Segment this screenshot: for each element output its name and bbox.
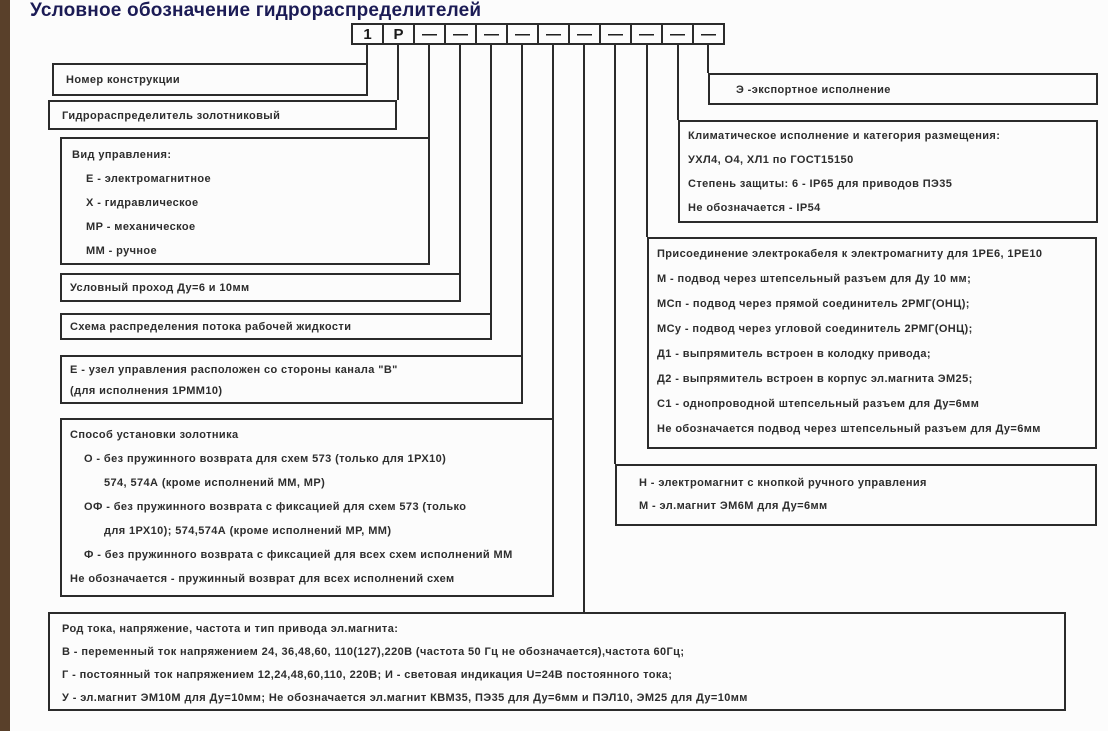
box-line: Ф - без пружинного возврата с фиксацией для всех схем исполнений ММ (84, 549, 513, 561)
box-line: для 1РХ10); 574,574А (кроме исполнений МР, ММ) (104, 525, 392, 537)
box-export-version (708, 73, 1098, 105)
box-control-unit-side (60, 355, 523, 404)
box-line: Способ установки золотника (70, 429, 239, 441)
code-cell-5: — (475, 23, 508, 45)
box-line: Не обозначается - IP54 (688, 202, 821, 214)
connector-cell-1 (366, 45, 368, 63)
box-climatic-version (678, 120, 1098, 223)
left-border-strip (0, 0, 10, 731)
code-cell-9: — (599, 23, 632, 45)
box-line: М - эл.магнит ЭМ6М для Ду=6мм (639, 500, 828, 512)
page-title: Условное обозначение гидрораспределителей (30, 0, 482, 21)
box-distributor-type (48, 100, 397, 130)
connector-cell-4 (459, 45, 461, 273)
designation-code-row (351, 23, 725, 45)
box-line: МСу - подвод через угловой соединитель 2РМГ(ОНЦ); (657, 323, 973, 335)
box-line: Д1 - выпрямитель встроен в колодку привода; (657, 348, 931, 360)
code-cell-3: — (413, 23, 446, 45)
box-line: Н - электромагнит с кнопкой ручного управления (639, 477, 927, 489)
box-line: УХЛ4, О4, ХЛ1 по ГОСТ15150 (688, 154, 854, 166)
code-cell-12: — (692, 23, 725, 45)
box-line: Климатическое исполнение и категория размещения: (688, 130, 1001, 142)
box-line: Е - узел управления расположен со стороны канала "В" (70, 364, 398, 376)
connector-cell-6 (521, 45, 523, 355)
box-line: С1 - однопроводной штепсельный разъем для Ду=6мм (657, 398, 980, 410)
box-line: Не обозначается подвод через штепсельный разъем для Ду=6мм (657, 423, 1041, 435)
box-control-type (60, 137, 430, 265)
box-line: МР - механическое (86, 221, 196, 233)
box-line: Вид управления: (72, 149, 172, 161)
box-line: Степень защиты: 6 - IP65 для приводов ПЭ35 (688, 178, 953, 190)
box-line: М - подвод через штепсельный разъем для Ду 10 мм; (657, 273, 972, 285)
box-flow-scheme (60, 313, 492, 340)
box-line: 574, 574А (кроме исполнений ММ, МР) (104, 477, 326, 489)
box-line: Е - электромагнитное (86, 173, 212, 185)
box-construction-number (52, 63, 368, 96)
box-current-type (48, 612, 1066, 711)
connector-cell-9 (614, 45, 616, 464)
connector-cell-11 (677, 45, 679, 120)
box-spool-installation (60, 418, 554, 597)
box-line: Х - гидравлическое (86, 197, 199, 209)
box-cable-connection (647, 237, 1097, 449)
code-cell-1: 1 (351, 23, 384, 45)
box-nominal-bore (60, 273, 461, 302)
code-cell-8: — (568, 23, 601, 45)
box-line: Условный проход Ду=6 и 10мм (70, 282, 250, 294)
connector-cell-10 (646, 45, 648, 237)
connector-cell-8 (583, 45, 585, 612)
box-line: Схема распределения потока рабочей жидкости (70, 321, 352, 333)
box-line: Д2 - выпрямитель встроен в корпус эл.магнита ЭМ25; (657, 373, 973, 385)
box-line: Род тока, напряжение, частота и тип привода эл.магнита: (62, 623, 399, 635)
box-line: (для исполнения 1РММ10) (70, 385, 223, 397)
box-line: Гидрораспределитель золотниковый (62, 110, 281, 122)
box-line: ОФ - без пружинного возврата с фиксацией для схем 573 (только (84, 501, 467, 513)
box-line: У - эл.магнит ЭМ10М для Ду=10мм; Не обозначается эл.магнит КВМ35, ПЭ35 для Ду=6мм и ПЭЛ10, ЭМ25 для Ду=10мм (62, 692, 748, 704)
code-cell-4: — (444, 23, 477, 45)
box-line: О - без пружинного возврата для схем 573 (только для 1РХ10) (84, 453, 447, 465)
code-cell-2: Р (382, 23, 415, 45)
box-magnet-button (615, 464, 1097, 526)
box-line: В - переменный ток напряжением 24, 36,48,60, 110(127),220В (частота 50 Гц не обозначается),частота 60Гц; (62, 646, 685, 658)
box-line: Г - постоянный ток напряжением 12,24,48,60,110, 220В; И - световая индикация U=24В постоянного тока; (62, 669, 673, 681)
connector-cell-2 (397, 45, 399, 100)
box-line: Э -экспортное исполнение (736, 84, 891, 96)
code-cell-11: — (661, 23, 694, 45)
box-line: МСп - подвод через прямой соединитель 2РМГ(ОНЦ); (657, 298, 970, 310)
connector-cell-12 (707, 45, 709, 73)
box-line: Присоединение электрокабеля к электромагниту для 1РЕ6, 1РЕ10 (657, 248, 1043, 260)
code-cell-7: — (537, 23, 570, 45)
connector-cell-3 (428, 45, 430, 137)
box-line: Номер конструкции (66, 74, 181, 86)
code-cell-6: — (506, 23, 539, 45)
connector-cell-7 (552, 45, 554, 418)
connector-cell-5 (490, 45, 492, 313)
box-line: ММ - ручное (86, 245, 158, 257)
box-line: Не обозначается - пружинный возврат для всех исполнений схем (70, 573, 455, 585)
code-cell-10: — (630, 23, 663, 45)
